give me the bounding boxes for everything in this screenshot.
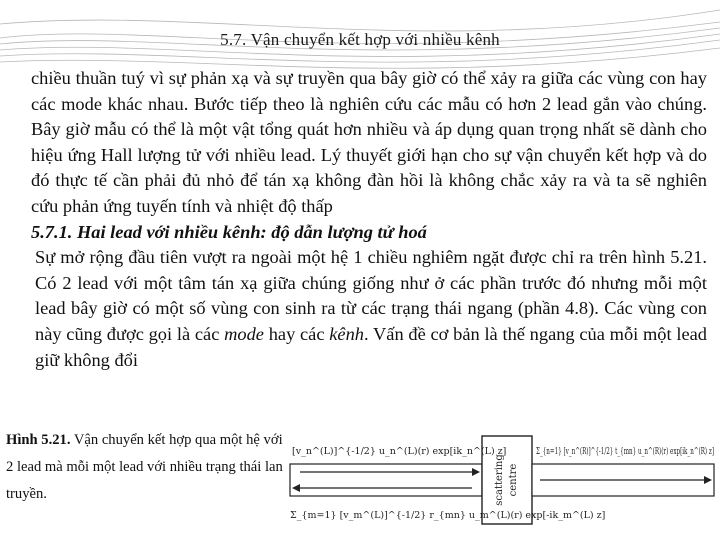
reflected-wave-formula: Σ_{m=1} [v_m^(L)]^{-1/2} r_{mn} u_m^(L)(r) exp[-ik_m^(L) z] (290, 510, 606, 521)
paragraph-2-text-b: hay các (263, 323, 330, 344)
section-heading: 5.7.1. Hai lead với nhiều kênh: độ dẫn lượng tử hoá (31, 221, 427, 242)
centre-label-2: centre (508, 463, 519, 497)
term-kenh: kênh (329, 323, 364, 344)
centre-label-1: scattering (494, 454, 505, 506)
slide-title: 5.7. Vận chuyển kết hợp với nhiều kênh (220, 30, 500, 49)
paragraph-2 (31, 245, 707, 373)
figure-caption (6, 427, 284, 508)
caption-label: Hình 5.21. (6, 432, 71, 448)
scattering-figure (286, 428, 718, 538)
paragraph-2-text-a: Sự mở rộng đầu tiên vượt ra ngoài một hệ 1 chiều nghiêm ngặt được chỉ ra trên hình 5.21. Có 2 lead với một tâm tán xạ giữa chúng giống như ở các phần trước đó nhưng mỗi một lead bây giờ có một số vùng con sinh ra từ các trạng thái ngang (phần 4.8). Các vùng con này cũng được gọi là các (35, 247, 707, 344)
paragraph-1: chiều thuần tuý vì sự phản xạ và sự truyền qua bây giờ có thể xảy ra giữa các vùng con hay các mode khác nhau. Bước tiếp theo là nghiên cứu các mẫu có hơn 2 lead gắn vào chúng. Bây giờ mẫu có thể là một vật tổng quát hơn nhiều và áp dụng quan trọng nhất sẽ dành cho hiệu ứng Hall lượng tử với nhiều lead. Lý thuyết giới hạn cho sự vận chuyển kết hợp và do đó thực tế cần phải đủ nhỏ để tán xạ không đàn hồi là không chắc xảy ra và ta sẽ nghiên cứu phản ứng tuyến tính và nhiệt độ thấp (31, 68, 707, 216)
body-text (31, 66, 707, 373)
left-lead (290, 464, 482, 496)
caption-text: Vận chuyển kết hợp qua một hệ với 2 lead mà mỗi một lead với nhiều trạng thái lan truyền. (6, 432, 283, 502)
paragraph-2-text-c: . Vấn đề cơ bản là thế ngang của mỗi một lead giữ không đổi (35, 323, 707, 370)
transmitted-wave-formula: Σ_{n=1} [v_n^(R)]^{-1/2} t_{mn} u_n^(R)(r) exp[ik_n^(R) z] (536, 446, 714, 457)
incoming-wave-formula: [v_n^(L)]^{-1/2} u_n^(L)(r) exp[ik_n^(L) z] (292, 446, 507, 457)
term-mode: mode (224, 323, 264, 344)
